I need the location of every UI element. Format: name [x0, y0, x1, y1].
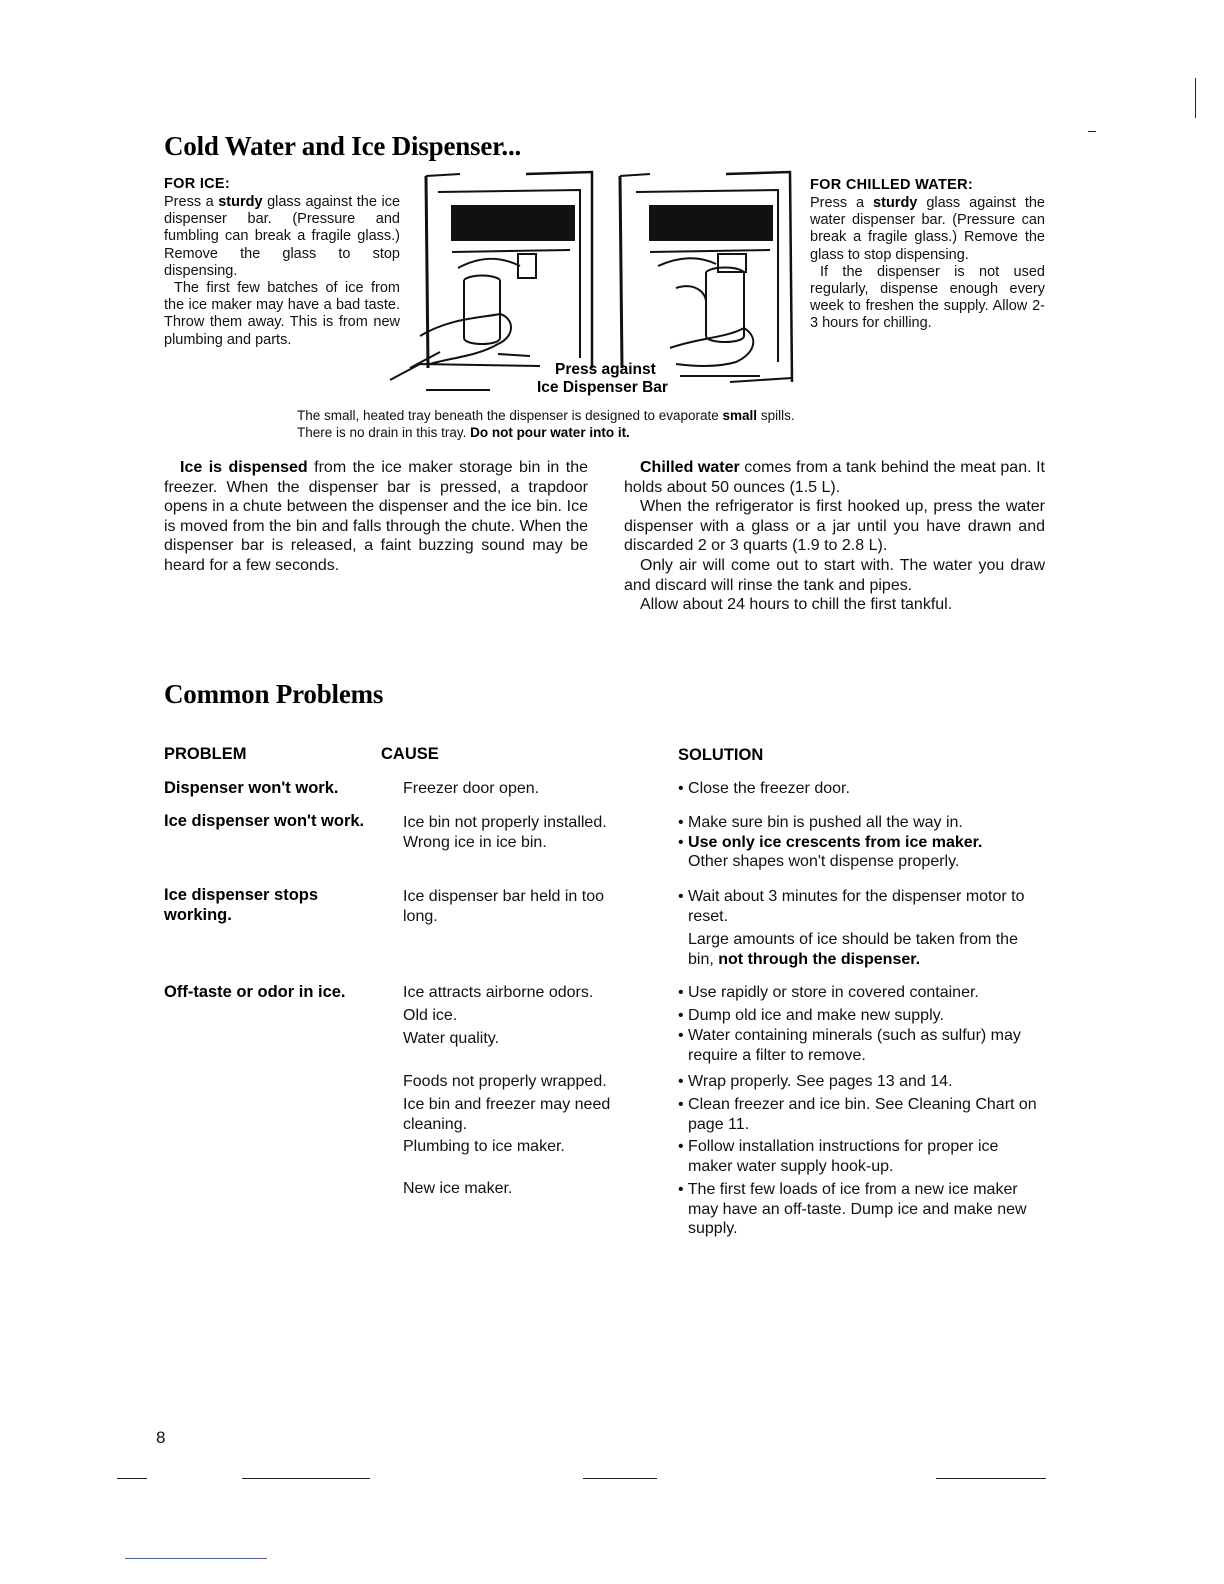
- header-cause: CAUSE: [381, 745, 439, 763]
- section-title-problems: Common Problems: [164, 679, 384, 709]
- for-water-block: [810, 177, 1045, 333]
- footer-rule-3: [583, 1478, 657, 1479]
- solution-row-3: [678, 887, 1038, 969]
- solution-row-2-item-1: • Make sure bin is pushed all the way in.: [678, 814, 963, 831]
- for-ice-heading: FOR ICE:: [164, 176, 231, 192]
- for-water-paragraph-1: Press a sturdy glass against the water dispenser bar. (Pressure can break a fragile glass.) Remove the glass to stop dispensing.: [810, 195, 1045, 263]
- illustration-caption-line-2: Ice Dispenser Bar: [537, 379, 668, 396]
- tray-note-line-2: There is no drain in this tray. Do not pour water into it.: [297, 424, 630, 440]
- footer-rule-1: [117, 1478, 147, 1479]
- ice-dispenser-drawing: [390, 172, 592, 390]
- cause-row-1: Freezer door open.: [403, 780, 540, 797]
- tray-note-line-1: The small, heated tray beneath the dispenser is designed to evaporate small spills.: [297, 408, 795, 423]
- cause-row-4: Ice attracts airborne odors. Old ice. Water quality. Foods not properly wrapped. Ice bin and freezer may need cleaning. Plumbing to ice maker. New ice maker.: [403, 984, 611, 1197]
- solution-row-1: • Close the freezer door.: [678, 780, 850, 797]
- illustration-caption-line-1: Press against: [555, 361, 656, 378]
- footer-rule-4: [936, 1478, 1046, 1479]
- margin-dash: [1088, 131, 1096, 132]
- problem-ice-dispenser-wont-work: Ice dispenser won't work.: [164, 812, 365, 830]
- chilled-water-paragraph: Chilled water comes from a tank behind the meat pan. It holds about 50 ounces (1.5 L). When the refrigerator is first hooked up, press the water dispenser with a glass or a jar until you have drawn and discarded 2 or 3 quarts (1.9 to 2.8 L). Only air will come out to start with. The water you draw and discard will rinse the tank and pipes. Allow about 24 hours to chill the first tankful.: [624, 459, 1045, 614]
- tray-note: [297, 408, 957, 441]
- for-water-heading: FOR CHILLED WATER:: [810, 177, 974, 193]
- solution-row-4: • Use rapidly or store in covered container. • Dump old ice and make new supply. • Water containing minerals (such as sulfur) may require a filter to remove. • Wrap properly. See pages 13 and 14. • Clean freezer and ice bin. See Cleaning Chart on page 11. • Follow installation instructions for proper ice maker water supply hook-up. • The first few loads of ice from a new ice maker may have an off-taste. Dump ice and make new supply.: [678, 984, 1037, 1237]
- solution-row-3-item-2: Large amounts of ice should be taken from the bin, not through the dispenser.: [688, 931, 1018, 968]
- for-ice-paragraph-2: The first few batches of ice from the ice maker may have a bad taste. Throw them away. This is from new plumbing and parts.: [164, 280, 400, 348]
- header-solution: SOLUTION: [678, 746, 764, 764]
- solution-row-3-item-1: • Wait about 3 minutes for the dispenser motor to reset.: [678, 888, 1025, 925]
- margin-mark: [1195, 78, 1196, 118]
- cause-row-2: Ice bin not properly installed. Wrong ice in ice bin.: [403, 814, 607, 851]
- section-title-dispenser: Cold Water and Ice Dispenser...: [164, 131, 522, 161]
- for-ice-block: [164, 176, 400, 349]
- footer-rule-2: [242, 1478, 370, 1479]
- header-problem: PROBLEM: [164, 745, 247, 763]
- bottom-blue-rule: [125, 1558, 267, 1559]
- water-dispenser-drawing: [620, 172, 792, 382]
- for-water-paragraph-2: If the dispenser is not used regularly, dispense enough every week to freshen the supply. Allow 2-3 hours for chilling.: [810, 263, 1045, 332]
- problem-ice-dispenser-stops: Ice dispenser stops working.: [164, 886, 319, 924]
- for-ice-paragraph-1: Press a sturdy glass against the ice dispenser bar. (Pressure and fumbling can break a fragile glass.) Remove the glass to stop dispensing.: [164, 194, 401, 279]
- problem-off-taste: Off-taste or odor in ice.: [164, 983, 346, 1001]
- problem-dispenser-wont-work: Dispenser won't work.: [164, 779, 339, 797]
- solution-row-2: [678, 813, 1038, 872]
- page-number: 8: [156, 1428, 166, 1447]
- solution-row-2-item-2: • Use only ice crescents from ice maker. Other shapes won't dispense properly.: [678, 833, 983, 870]
- ice-dispensed-paragraph: Ice is dispensed from the ice maker storage bin in the freezer. When the dispenser bar is pressed, a trapdoor opens in a chute between the dispenser and the ice bin. Ice is moved from the bin and falls through the chute. When the dispenser bar is released, a faint buzzing sound may be heard for a few seconds.: [164, 459, 589, 574]
- cause-row-3: Ice dispenser bar held in too long.: [403, 888, 605, 925]
